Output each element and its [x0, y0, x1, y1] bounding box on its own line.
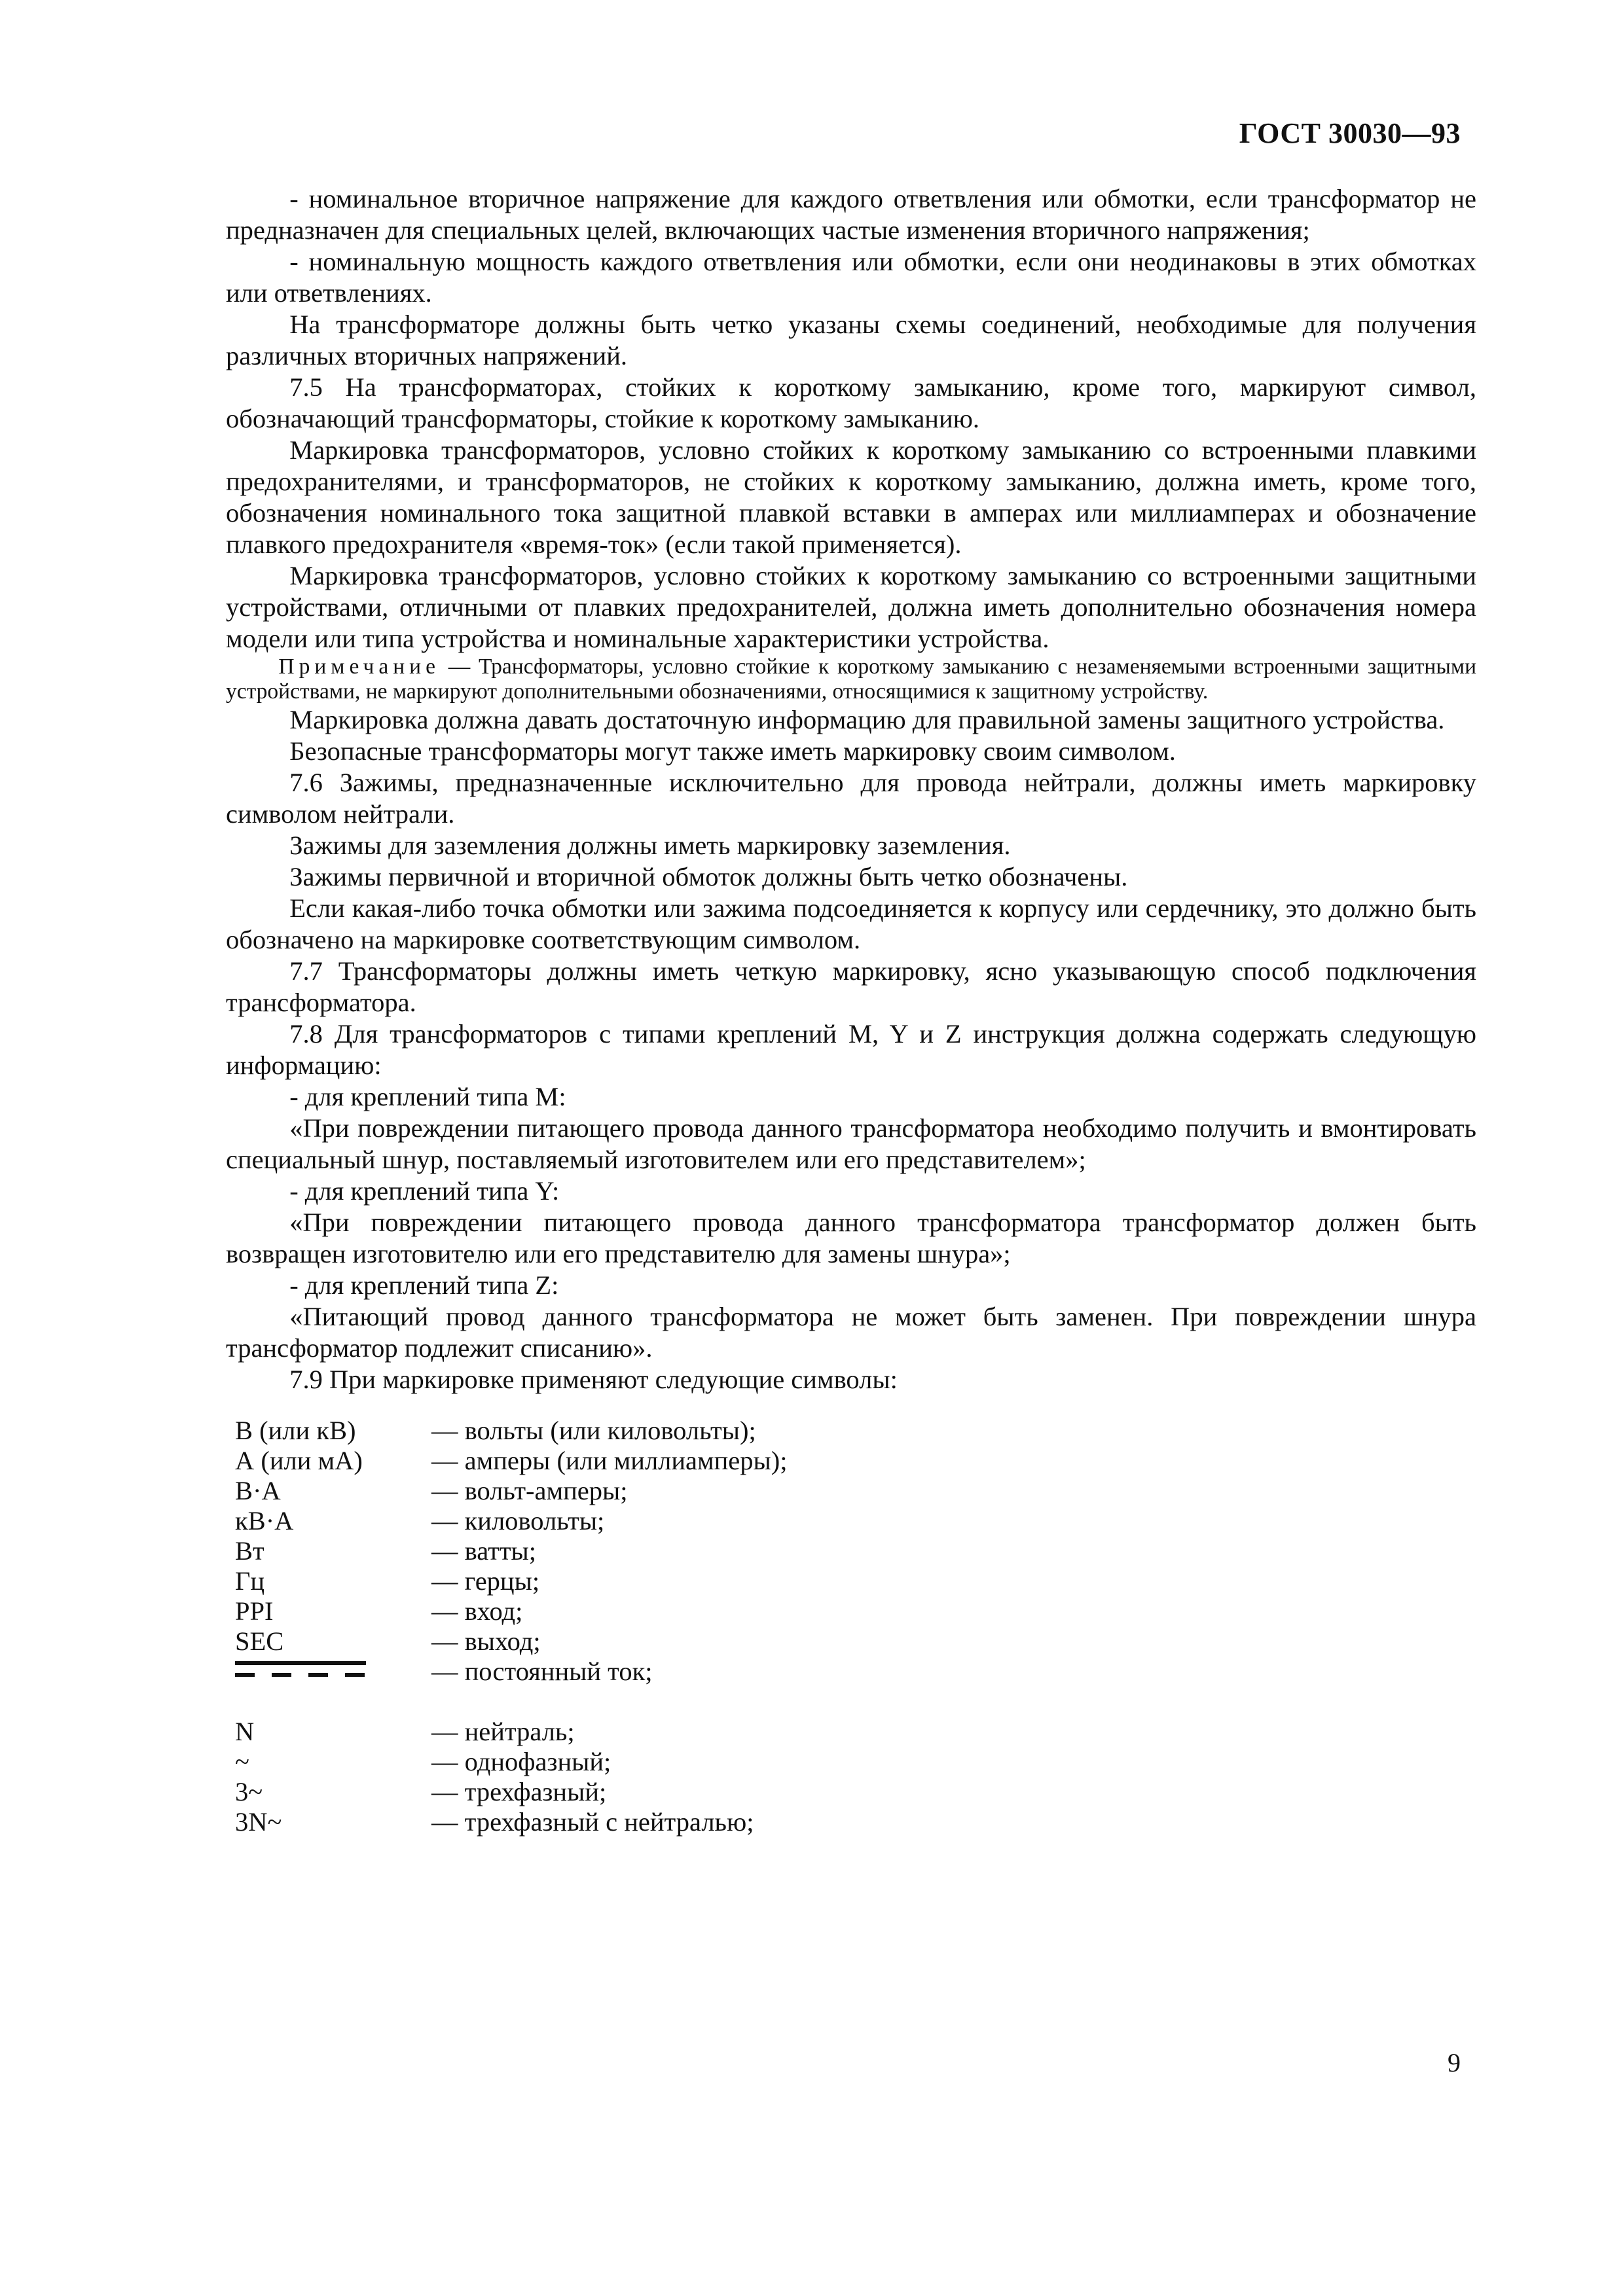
quote: «При повреждении питающего провода данного трансформатора трансформатор должен быть возвращен изготовителю или его представителю для замены шнура»;	[226, 1208, 1476, 1268]
paragraph-7-8: 7.8 Для трансформаторов с типами креплений M, Y и Z инструкция должна содержать следующую информацию:	[226, 1019, 1476, 1080]
symbol-value: — вольты (или киловольты);	[431, 1416, 756, 1445]
symbol-row	[235, 1505, 1476, 1535]
paragraph: Если какая-либо точка обмотки или зажима подсоединяется к корпусу или сердечнику, это должно быть обозначено на маркировке соответствующим символом.	[226, 893, 1476, 954]
symbol-row	[235, 1475, 1476, 1505]
paragraph: На трансформаторе должны быть четко указаны схемы соединений, необходимые для получения различных вторичных напряжений.	[226, 310, 1476, 370]
dc-dash	[308, 1673, 328, 1677]
paragraph: - номинальную мощность каждого ответвления или обмотки, если они неодинаковы в этих обмотках или ответвлениях.	[226, 247, 1476, 308]
symbol-value: — выход;	[431, 1626, 541, 1656]
symbol-row	[235, 1746, 1476, 1776]
list-item: - для креплений типа M:	[289, 1082, 566, 1111]
symbol-value: — трехфазный с нейтралью;	[431, 1807, 754, 1837]
symbol-row	[235, 1776, 1476, 1806]
quote: «При повреждении питающего провода данного трансформатора необходимо получить и вмонтировать специальный шнур, поставляемый изготовителем или его представителем»;	[226, 1113, 1476, 1174]
paragraph: - номинальное вторичное напряжение для каждого ответвления или обмотки, если трансформатор не предназначен для специальных целей, включающих частые изменения вторичного напряжения;	[226, 184, 1476, 245]
symbol-row-dc	[235, 1656, 1476, 1716]
symbol-key: N	[235, 1717, 255, 1746]
symbol-row	[235, 1806, 1476, 1837]
dc-dash	[272, 1673, 291, 1677]
symbol-row	[235, 1596, 1476, 1626]
paragraph: Зажимы для заземления должны иметь маркировку заземления.	[289, 831, 1011, 860]
symbol-value: — трехфазный;	[431, 1777, 607, 1806]
paragraph: Зажимы первичной и вторичной обмоток должны быть четко обозначены.	[289, 862, 1128, 891]
paragraph-7-7: 7.7 Трансформаторы должны иметь четкую маркировку, ясно указывающую способ подключения трансформатора.	[226, 956, 1476, 1017]
symbol-key: ~	[235, 1747, 249, 1776]
symbol-key: SEC	[235, 1626, 284, 1656]
symbol-row	[235, 1626, 1476, 1656]
note-label: Примечание	[278, 655, 440, 679]
paragraph: Маркировка трансформаторов, условно стойких к короткому замыканию со встроенными защитными устройствами, отличными от плавких предохранителей, должна иметь дополнительно обозначения номера модели или типа устройства и номинальные характеристики устройства.	[226, 561, 1476, 653]
symbol-key	[235, 1656, 431, 1693]
page-content	[226, 183, 1476, 1837]
symbol-key: Вт	[235, 1536, 264, 1566]
symbol-row	[235, 1445, 1476, 1475]
paragraph: Маркировка должна давать достаточную информацию для правильной замены защитного устройства.	[289, 705, 1445, 734]
paragraph-7-9: 7.9 При маркировке применяют следующие символы:	[289, 1365, 898, 1394]
symbol-value: — нейтраль;	[431, 1717, 575, 1746]
symbol-row	[235, 1566, 1476, 1596]
symbol-key: В (или кВ)	[235, 1416, 356, 1445]
symbols-list	[235, 1415, 1476, 1837]
paragraph-7-5: 7.5 На трансформаторах, стойких к короткому замыканию, кроме того, маркируют символ, обозначающий трансформаторы, стойкие к короткому замыканию.	[226, 372, 1476, 433]
symbol-value: — амперы (или миллиамперы);	[431, 1446, 788, 1475]
list-item: - для креплений типа Y:	[289, 1176, 560, 1206]
paragraph: Маркировка трансформаторов, условно стойких к короткому замыканию со встроенными плавкими предохранителями, и трансформаторов, не стойких к короткому замыканию, должна иметь, кроме того, обозначения номинального тока защитной плавкой вставки в амперах или миллиамперах и обозначение плавкого предохранителя «время-ток» (если такой применяется).	[226, 435, 1476, 559]
dc-dash	[345, 1673, 365, 1677]
note-text: — Трансформаторы, условно стойкие к короткому замыканию с незаменяемыми встроенными защитными устройствами, не маркируют дополнительными обозначениями, относящимися к защитному устройству.	[226, 655, 1476, 704]
symbol-key: В·А	[235, 1476, 281, 1505]
symbol-value: — постоянный ток;	[431, 1657, 653, 1686]
symbol-row	[235, 1415, 1476, 1445]
symbol-row	[235, 1535, 1476, 1566]
direct-current-icon	[235, 1656, 366, 1686]
symbol-key: PPI	[235, 1596, 274, 1626]
document-header: ГОСТ 30030—93	[1239, 117, 1461, 149]
symbol-key: А (или мА)	[235, 1446, 363, 1475]
symbol-key: Гц	[235, 1566, 265, 1596]
symbol-value: — вход;	[431, 1596, 523, 1626]
symbol-key: 3~	[235, 1777, 263, 1806]
note	[226, 655, 1476, 704]
page-number: 9	[1448, 2048, 1461, 2077]
list-item: - для креплений типа Z:	[289, 1270, 559, 1300]
paragraph-7-6: 7.6 Зажимы, предназначенные исключительно для провода нейтрали, должны иметь маркировку символом нейтрали.	[226, 768, 1476, 829]
paragraph: Безопасные трансформаторы могут также иметь маркировку своим символом.	[289, 736, 1176, 766]
symbol-value: — вольт-амперы;	[431, 1476, 628, 1505]
symbol-value: — однофазный;	[431, 1747, 611, 1776]
quote: «Питающий провод данного трансформатора не может быть заменен. При повреждении шнура трансформатор подлежит списанию».	[226, 1302, 1476, 1363]
dc-dash	[235, 1673, 255, 1677]
symbol-value: — ватты;	[431, 1536, 537, 1566]
symbol-value: — киловольты;	[431, 1506, 605, 1535]
symbol-key: кВ·А	[235, 1506, 294, 1535]
symbol-value: — герцы;	[431, 1566, 540, 1596]
symbol-row	[235, 1716, 1476, 1746]
symbol-key: 3N~	[235, 1807, 282, 1837]
dc-solid-line	[235, 1661, 366, 1665]
